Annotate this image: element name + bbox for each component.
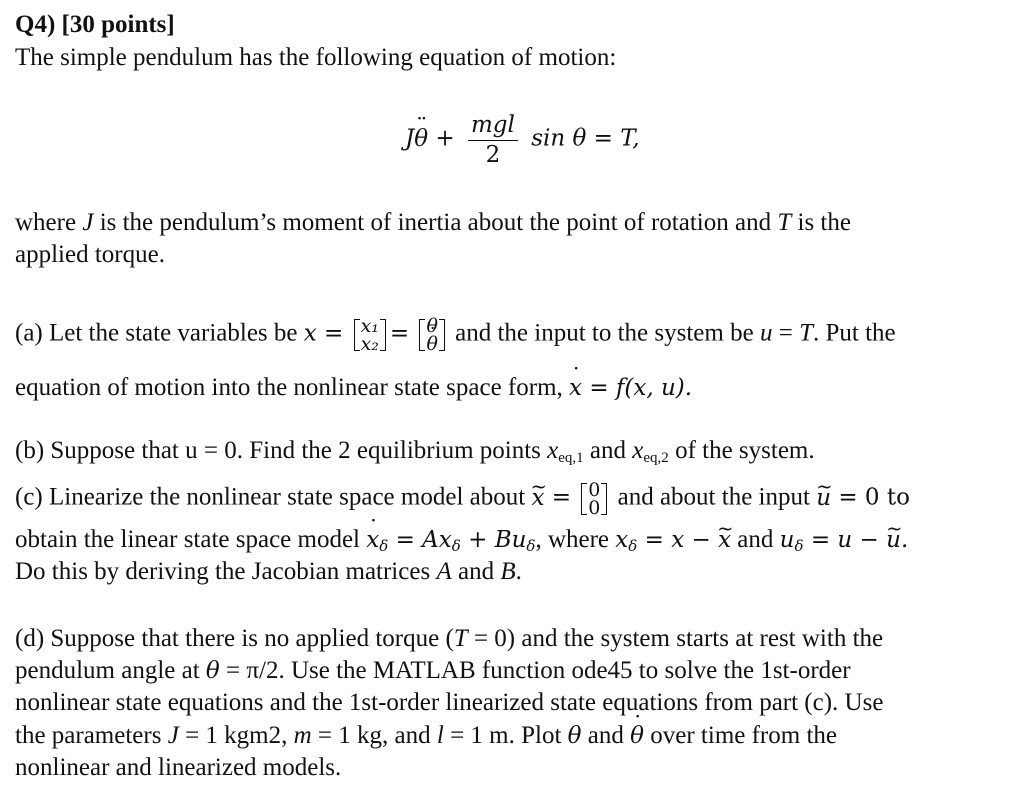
- part-d-line-5: nonlinear and linearized models.: [15, 754, 342, 781]
- theta-ddot: θ ¨: [414, 124, 428, 154]
- equation-of-motion: Jθ ¨ + $\frac{\text{mgl}}{2}$ sin θ = T,: [405, 110, 640, 169]
- state-vector-x: x₁ x₂: [354, 317, 386, 353]
- intro-text: The simple pendulum has the following equation of motion:: [15, 44, 617, 71]
- part-c-line-1: (c) Linearize the nonlinear state space model about x ~ = 0 0 and about the input u ~ = 0 to: [15, 481, 910, 517]
- where-line-2: applied torque.: [15, 241, 165, 268]
- fraction-mgl-over-2: $\frac{\text{mgl}}{2}$: [468, 110, 518, 169]
- part-c-line-3: Do this by deriving the Jacobian matrices A and B.: [15, 558, 522, 585]
- state-vector-theta: θ θ ˙: [419, 317, 444, 353]
- part-b-text: (b) Suppose that u = 0. Find the 2 equilibrium points $x_{eq,1}$ and $x_{eq,2}$ of the system.: [15, 437, 815, 466]
- part-d-line-1: (d) Suppose that there is no applied torque (T = 0) and the system starts at rest with the: [15, 625, 884, 652]
- part-c-line-2: obtain the linear state space model x $˙_\delta = Ax_\delta + Bu_\delta$, where $x_\delta = x - x$ ~ and $u_\delta = u - u$ ~.: [15, 525, 908, 555]
- question-heading: Q4) [30 points]: [15, 11, 175, 38]
- zero-vector: 0 0: [581, 481, 607, 517]
- part-a-line-1: (a) Let the state variables be x = x₁ x₂ = θ θ ˙ and the input to the system be u = T. Put the: [15, 317, 896, 353]
- part-a-line-2: equation of motion into the nonlinear state space form, x ˙ = f(x, u).: [15, 373, 692, 403]
- where-line-1: where J is the pendulum’s moment of inertia about the point of rotation and T is the: [15, 209, 851, 236]
- part-d-line-2: pendulum angle at θ = π/2. Use the MATLAB function ode45 to solve the 1st-order: [15, 657, 851, 684]
- part-d-line-3: nonlinear state equations and the 1st-order linearized state equations from part (c). Use: [15, 689, 884, 716]
- part-d-line-4: the parameters J = 1 kgm2, m = 1 kg, and l = 1 m. Plot θ and θ ˙ over time from the: [15, 721, 837, 751]
